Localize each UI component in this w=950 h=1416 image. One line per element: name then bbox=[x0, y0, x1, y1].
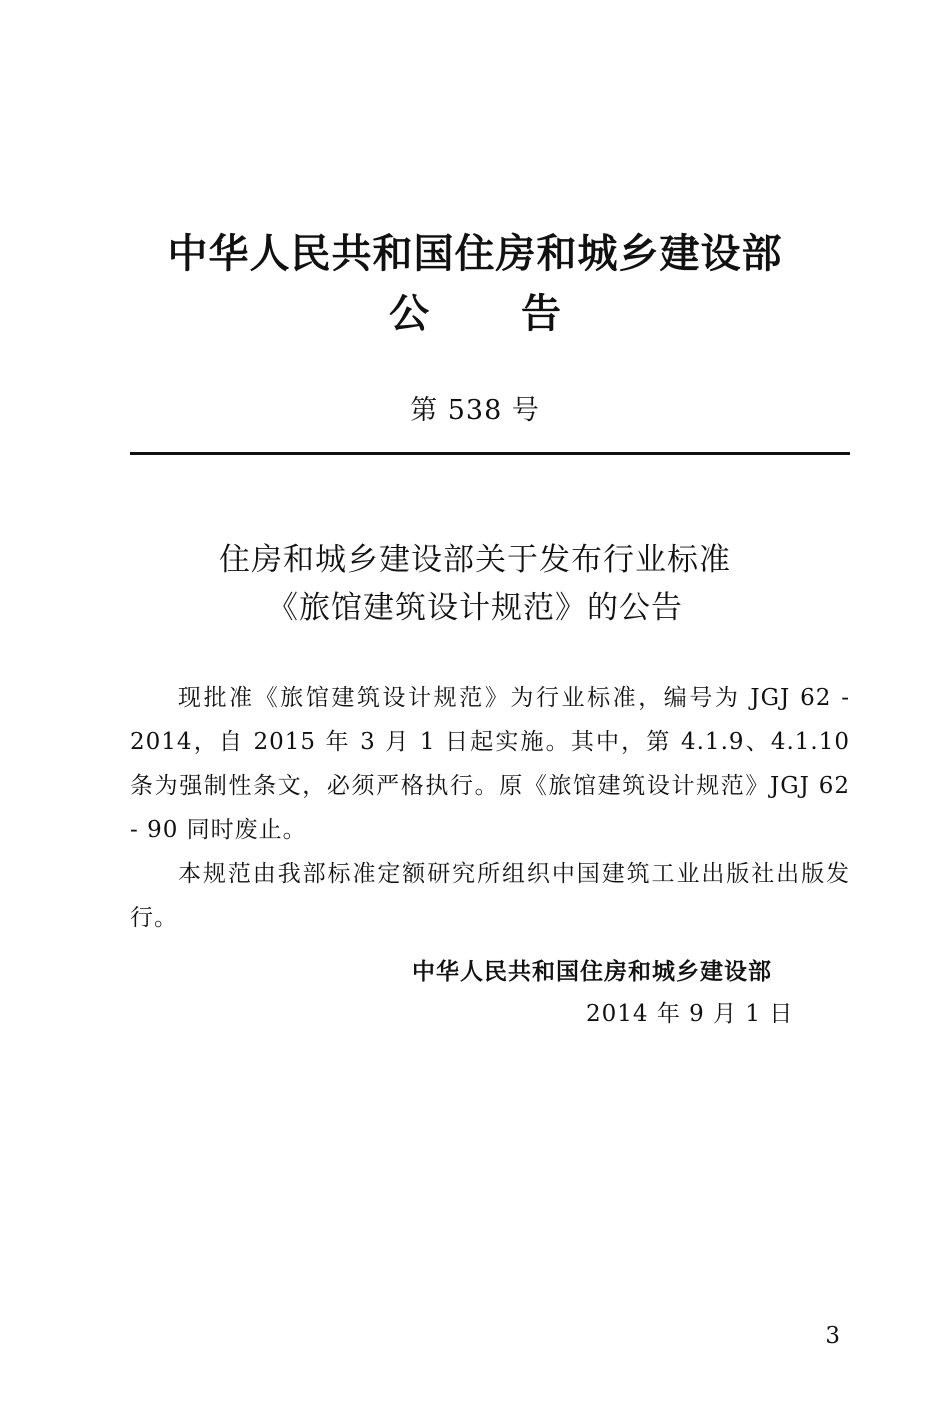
announcement-label bbox=[0, 286, 950, 342]
issue-date: 2014 年 9 月 1 日 bbox=[586, 1001, 794, 1027]
ministry-title: 中华人民共和国住房和城乡建设部 bbox=[167, 231, 783, 277]
announcement-label-char-1: 公 bbox=[389, 291, 429, 337]
announcement-label-char-2: 告 bbox=[521, 291, 561, 337]
subject-line-1: 住房和城乡建设部关于发布行业标准 bbox=[219, 542, 731, 578]
announcement-body bbox=[130, 676, 850, 940]
announcement-number: 第 538 号 bbox=[410, 395, 540, 426]
issuer-signature: 中华人民共和国住房和城乡建设部 bbox=[412, 959, 772, 985]
page-number: 3 bbox=[825, 1323, 840, 1349]
announcement-subject bbox=[0, 536, 950, 632]
body-paragraph-2: 本规范由我部标准定额研究所组织中国建筑工业出版社出版发行。 bbox=[130, 861, 850, 931]
header-divider bbox=[130, 452, 850, 455]
subject-line-2: 《旅馆建筑设计规范》的公告 bbox=[267, 590, 683, 626]
body-paragraph-1: 现批准《旅馆建筑设计规范》为行业标准，编号为 JGJ 62 - 2014，自 2015 年 3 月 1 日起实施。其中，第 4.1.9、4.1.10 条为强制性条文，必须严格执行。原《旅馆建筑设计规范》JGJ 62 - 90 同时废止。 bbox=[130, 685, 850, 843]
